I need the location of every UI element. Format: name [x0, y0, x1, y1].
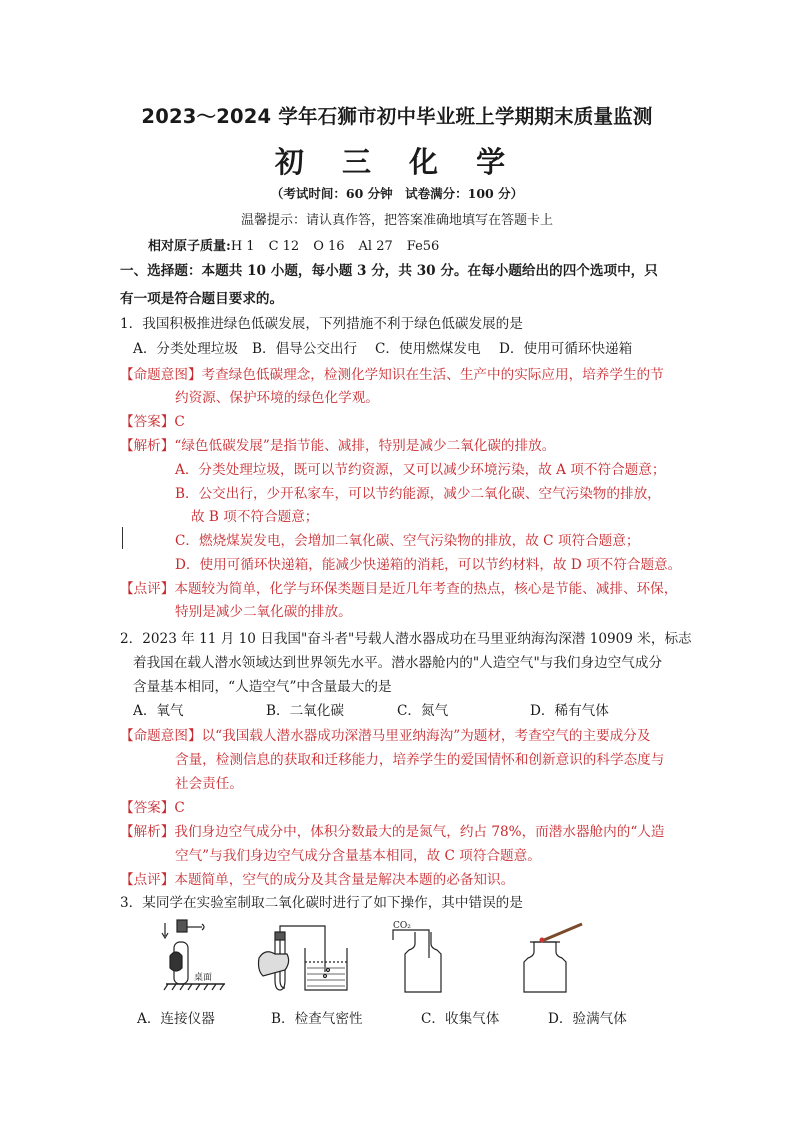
q2-intent-line3: 社会责任。 — [175, 776, 243, 792]
figure-b-airtightness — [255, 918, 355, 998]
mass-item: H 1 — [230, 239, 255, 254]
exam-info: （考试时间：60 分钟 试卷满分：100 分） — [270, 186, 524, 201]
subject-title: 初 三 化 学 — [274, 145, 520, 179]
q1-analysis-b2: 故 B 项不符合题意； — [191, 509, 319, 525]
q1-analysis-d: D．使用可循环快递箱，能减少快递箱的消耗，可以节约材料，故 D 项不符合题意。 — [175, 557, 682, 573]
q1-options — [133, 340, 632, 358]
text-cursor — [122, 527, 123, 549]
mass-label: 相对原子质量: — [148, 239, 231, 254]
q1-comment-line1: 【点评】本题较为简单，化学与环保类题目是近几年考查的热点，核心是节能、减排、环保， — [120, 581, 678, 597]
exam-title: 2023～2024 学年石狮市初中毕业班上学期期末质量监测 — [141, 105, 653, 128]
q1-option-d: D．使用可循环快递箱 — [499, 341, 633, 357]
exam-tip: 温馨提示：请认真作答，把答案准确地填写在答题卡上 — [240, 213, 553, 228]
section-heading-line2: 有一项是符合题目要求的。 — [120, 291, 284, 307]
q1-analysis-line1: 【解析】“绿色低碳发展”是指节能、减排，特别是减少二氧化碳的排放。 — [120, 438, 556, 454]
q2-option-d: D．稀有气体 — [530, 703, 609, 719]
q2-stem-line2: 着我国在载人潜水领域达到世界领先水平。潜水器舱内的"人造空气"与我们身边空气成分 — [133, 655, 663, 671]
q3-stem: 3．某同学在实验室制取二氧化碳时进行了如下操作，其中错误的是 — [120, 895, 523, 911]
q2-analysis-line2: 空气”与我们身边空气成分含量基本相同，故 C 项符合题意。 — [175, 848, 541, 864]
q2-option-c: C．氮气 — [397, 703, 449, 719]
co2-label: CO₂ — [393, 921, 411, 931]
q1-analysis-a: A．分类处理垃圾，既可以节约资源，又可以减少环境污染，故 A 项不符合题意； — [175, 462, 666, 478]
mass-item: Fe56 — [406, 239, 440, 254]
section-heading-line1: 一、选择题：本题共 10 小题，每小题 3 分，共 30 分。在每小题给出的四个选项中，只 — [120, 263, 658, 279]
caption-b: B．检查气密性 — [271, 1011, 363, 1027]
q2-stem-line3: 含量基本相同，“人造空气”中含量最大的是 — [133, 679, 392, 695]
q2-intent-line2: 含量，检测信息的获取和迁移能力，培养学生的爱国情怀和创新意识的科学态度与 — [175, 752, 665, 768]
q2-analysis-line1: 【解析】我们身边空气成分中，体积分数最大的是氮气，约占 78%，而潜水器舱内的“人造 — [120, 824, 665, 840]
mass-item: C 12 — [268, 239, 300, 254]
q1-intent-line2: 约资源、保护环境的绿色化学观。 — [175, 390, 379, 406]
atomic-masses — [148, 235, 439, 254]
desk-label: 桌面 — [194, 973, 213, 983]
q1-stem: 1．我国积极推进绿色低碳发展，下列措施不利于绿色低碳发展的是 — [120, 316, 523, 332]
q1-analysis-b1: B．公交出行，少开私家车，可以节约能源，减少二氧化碳、空气污染物的排放， — [175, 486, 661, 502]
q1-intent-line1: 【命题意图】考查绿色低碳理念，检测化学知识在生活、生产中的实际应用，培养学生的节 — [120, 367, 664, 383]
q2-stem-line1: 2．2023 年 11 月 10 日我国"奋斗者"号载人潜水器成功在马里亚纳海沟深潜 10909 米，标志 — [120, 631, 692, 647]
q2-option-b: B．二氧化碳 — [266, 703, 344, 719]
mass-item: Al 27 — [358, 239, 393, 254]
q2-intent-line1: 【命题意图】以“我国载人潜水器成功深潜马里亚纳海沟”为题材，考查空气的主要成分及 — [120, 728, 651, 744]
q1-option-b: B．倡导公交出行 — [252, 341, 358, 357]
q2-option-a: A．氧气 — [133, 703, 184, 719]
q2-answer: 【答案】C — [120, 800, 185, 816]
figure-c-collect — [385, 918, 475, 998]
caption-a: A．连接仪器 — [137, 1011, 215, 1027]
mass-item: O 16 — [313, 239, 345, 254]
q2-comment: 【点评】本题简单，空气的成分及其含量是解决本题的必备知识。 — [120, 872, 515, 888]
q1-option-a: A．分类处理垃圾 — [133, 341, 238, 357]
caption-c: C．收集气体 — [421, 1011, 500, 1027]
figure-a-connect — [150, 918, 240, 998]
caption-d: D．验满气体 — [548, 1011, 627, 1027]
q1-analysis-c: C．燃烧煤炭发电，会增加二氧化碳、空气污染物的排放，故 C 项符合题意； — [175, 533, 640, 549]
q1-comment-line2: 特别是减少二氧化碳的排放。 — [175, 604, 352, 620]
q1-option-c: C．使用燃煤发电 — [375, 341, 481, 357]
q2-options — [133, 702, 609, 720]
q1-answer: 【答案】C — [120, 414, 185, 430]
figure-d-test-full — [520, 918, 620, 998]
